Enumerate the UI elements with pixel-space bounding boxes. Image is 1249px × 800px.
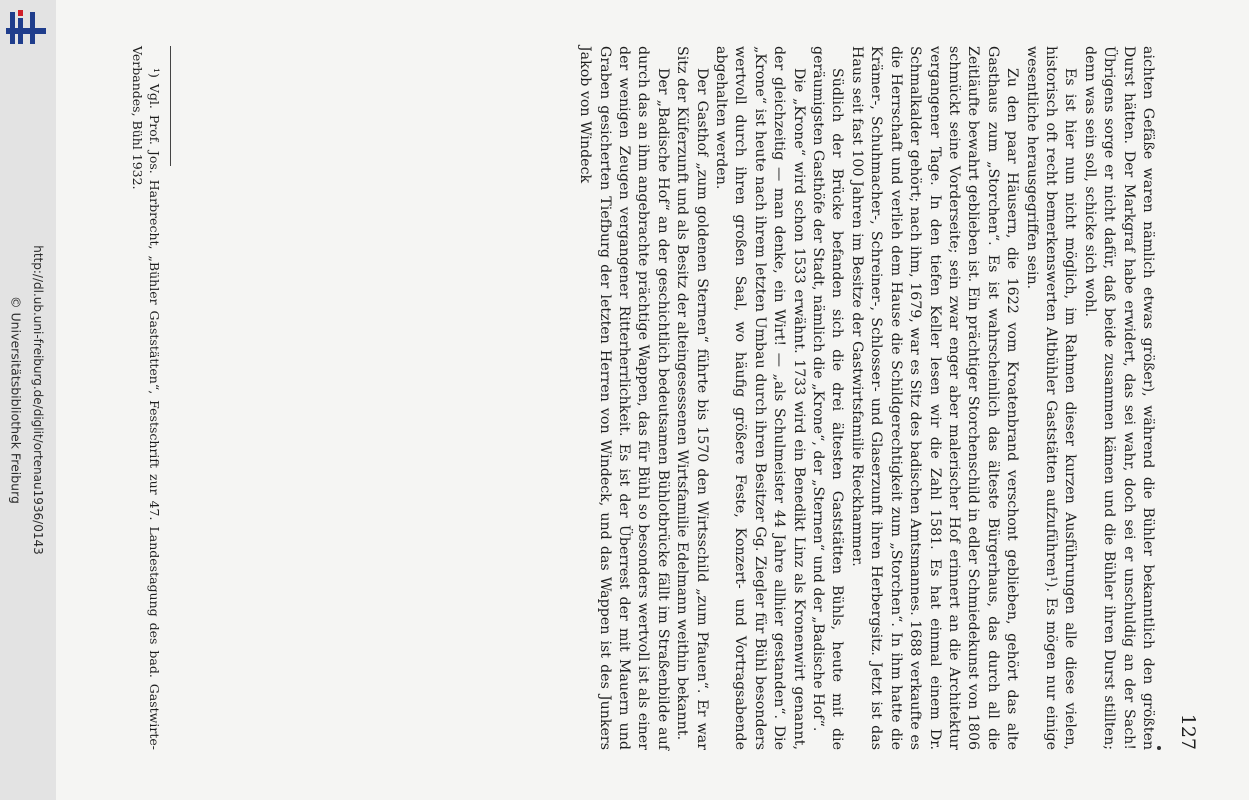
logo-horizontal-bar [6, 28, 46, 34]
logo-red-bar [18, 10, 23, 16]
paragraph: Die „Krone“ wird schon 1533 erwähnt. 1733 wird ein Benedikt Linz als Kronenwirt genannt, der gleichzeitig — man denke, ein Wirt! — „als Schulmeister 44 Jahre allhier gestanden“. Die „Krone“ ist heute nach ihrem letzten Umbau durch ihren Besitzer Gg. Ziegler für Bühl besonders wertvoll durch ihren großen Saal, wo häufig größere Feste, Konzert- und Vortragsabende abgehalten werden. [712, 46, 807, 750]
paragraph: aichten Gefäße waren nämlich etwas größer), während die Bühler bekanntlich den größten Durst hätten. Der Markgraf habe erwidert, das sei wahr, doch sei er unschuldig an der Sach! Übrigens sorge er nicht dafür, daß beide zusammen kämen und die Bühler ihren Durst stillten; denn was sein soll, schicke sich wohl. [1081, 46, 1156, 750]
footnote-divider [170, 46, 171, 166]
paragraph: Südlich der Brücke befanden sich die drei ältesten Gaststätten Bühls, heute mit die geräumigsten Gasthöfe der Stadt, nämlich die „Krone“, der „Sternen“ und der „Badische Hof“. [809, 46, 845, 750]
document-url[interactable]: http://dl.ub.uni-freiburg.de/diglit/ortenau1936/0143 [31, 245, 45, 555]
paragraph: Es ist hier nun nicht möglich, im Rahmen dieser kurzen Ausführungen alle diese vielen, historisch oft recht bemerkenswerten Altbühler Gaststätten aufzuführen¹). Es mögen nur einige wesentliche herausgegriffen sein. [1023, 46, 1078, 750]
footnote: ¹) Vgl. Prof. Jos. Harbrecht, „Bühler Gaststätten“, Festschrift zur 47. Landestagung des bad. Gastwirte-Verbandes, Bühl 1932. [129, 46, 162, 750]
university-library-logo [4, 8, 48, 48]
sidebar [0, 0, 56, 800]
paragraph: Zu den paar Häusern, die 1622 vom Kroatenbrand verschont geblieben, gehört das alte Gasthaus zum „Storchen“. Es ist wahrscheinlich das älteste Bürgerhaus, das durch all die Zeitläufte bewahrt geblieben ist. Ein prächtiger Storchenschild in edler Schmiedekunst von 1806 schmückt seine Vorderseite; sein zwar enger aber malerischer Hof erinnert an die Architektur vergangener Tage. In den tiefen Keller lesen wir die Zahl 1581. Es hat einmal einem Dr. Schmalkalder gehört; nach ihm, 1679, war es Sitz des badischen Amtsmannes. 1688 verkaufte es die Herrschaft und verlieh dem Hause die Schildgerechtigkeit zum „Storchen“. In ihm hatte die Krämer-, Schuhmacher-, Schreiner-, Schlosser- und Glaserzunft ihren Herbergsitz. Jetzt ist das Haus seit fast 100 Jahren im Besitze der Gastwirtsfamilie Rieckhammer. [848, 46, 1020, 750]
page-number: 127 [1176, 713, 1199, 750]
body-text [574, 46, 1156, 750]
paragraph: Der „Badische Hof“ an der geschichtlich bedeutsamen Bühlotbrücke fällt im Straßenbilde auf durch das an ihm angebrachte prächtige Wappen, das für Bühl so besonders wertvoll ist als einer der wenigen Zeugen vergangener Ritterherrlichkeit. Es ist der Überrest der mit Mauern und Graben gesicherten Tiefburg der letzten Herren von Windeck, und das Wappen ist des Junkers Jakob von Windeck [576, 46, 671, 750]
scanned-page [56, 0, 1249, 800]
page-content [93, 10, 1213, 790]
paragraph: Der Gasthof „zum goldenen Sternen“ führte bis 1570 den Wirtsschild „zum Pfauen“. Er war Sitz der Küferzunft und als Besitz der alteingesessenen Wirtsfamilie Edelmann weithin bekannt. [673, 46, 710, 750]
logo-blue-bar-3 [30, 12, 35, 44]
page-mark [1157, 746, 1161, 750]
copyright-notice: © Universitätsbibliothek Freiburg [8, 296, 24, 504]
